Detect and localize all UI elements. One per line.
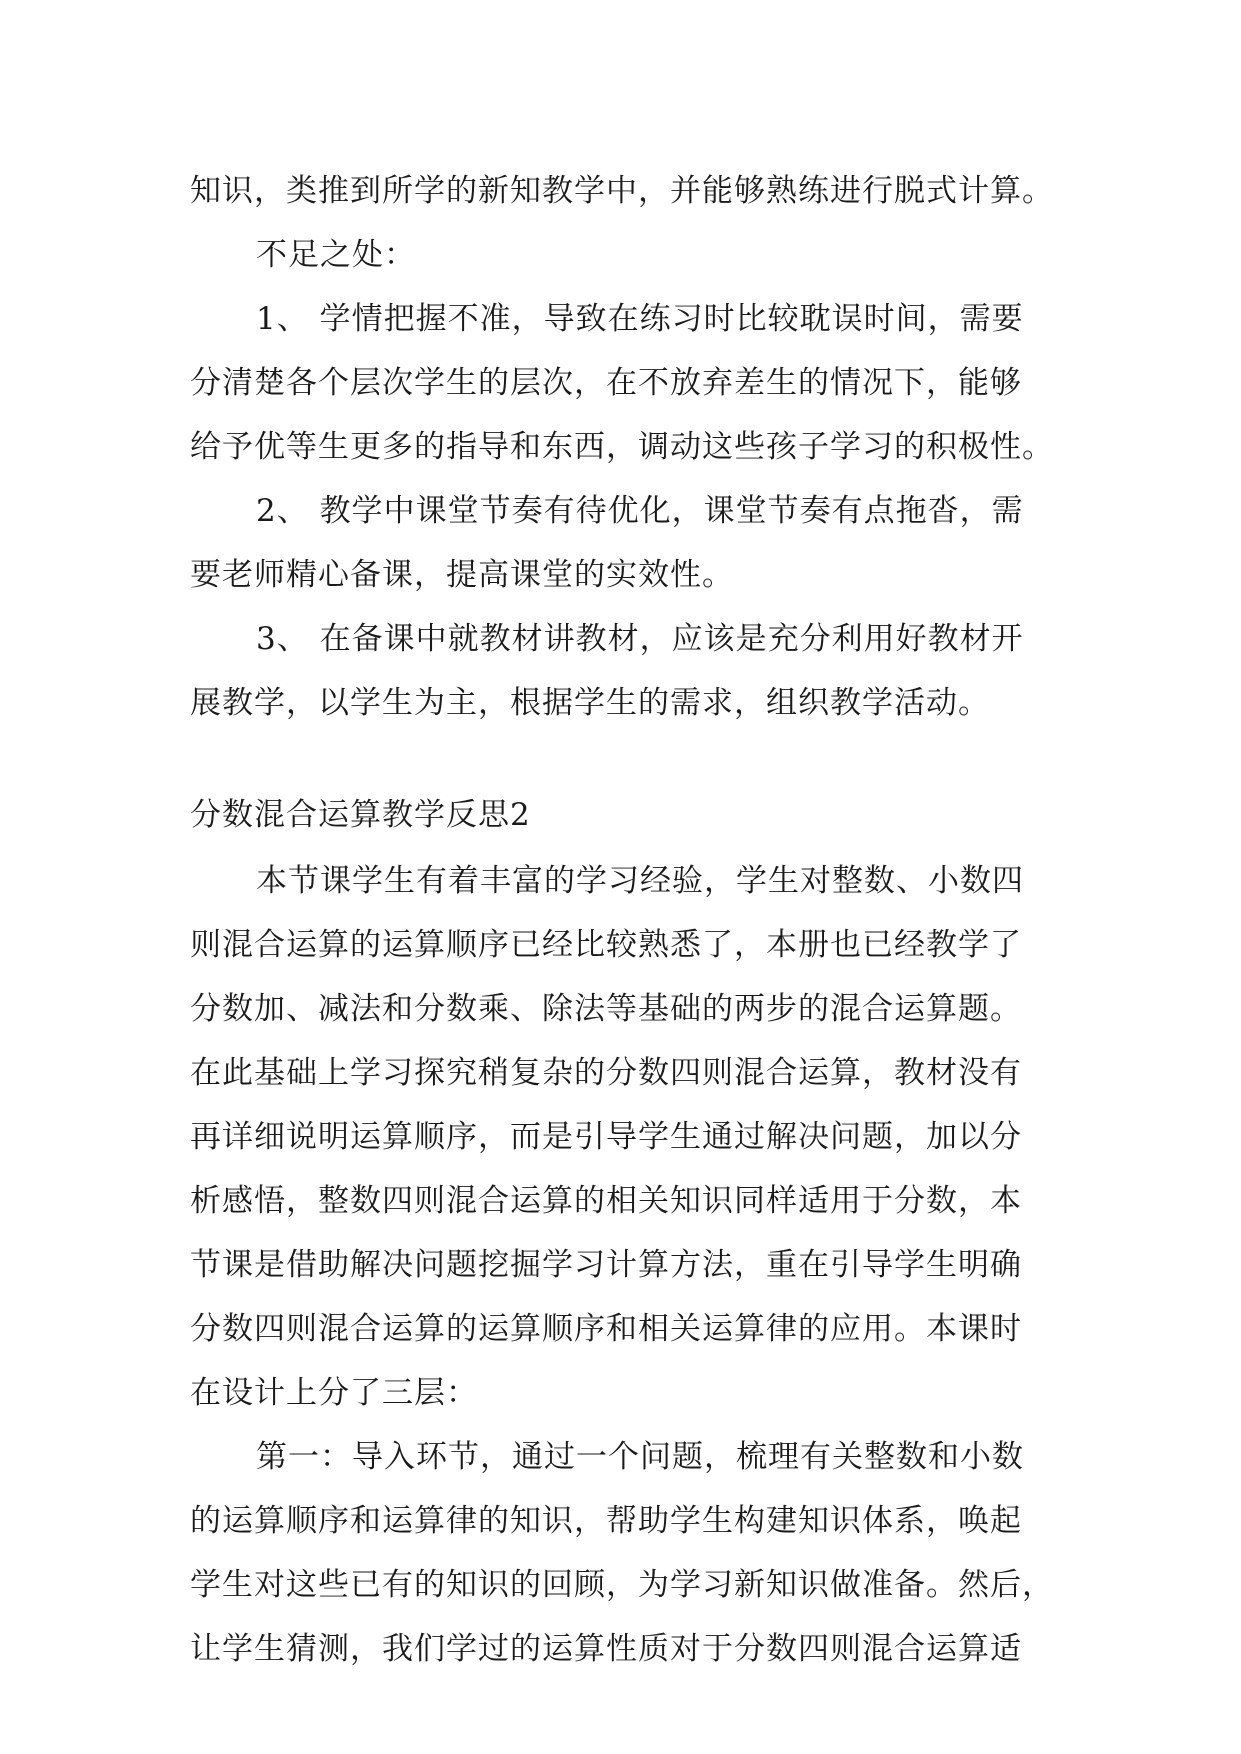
paragraph-line: 让学生猜测，我们学过的运算性质对于分数四则混合运算适 — [190, 1631, 1022, 1667]
paragraph-line: 展教学，以学生为主，根据学生的需求，组织教学活动。 — [190, 685, 990, 721]
paragraph-line: 本节课学生有着丰富的学习经验，学生对整数、小数四 — [256, 863, 1024, 899]
section-heading-deficiencies: 不足之处： — [256, 237, 416, 273]
paragraph-line: 给予优等生更多的指导和东西，调动这些孩子学习的积极性。 — [190, 429, 1054, 465]
list-item-3: 3、 在备课中就教材讲教材，应该是充分利用好教材开 — [256, 621, 1024, 657]
paragraph-line: 要老师精心备课，提高课堂的实效性。 — [190, 557, 734, 593]
paragraph-line: 分清楚各个层次学生的层次，在不放弃差生的情况下，能够 — [190, 365, 1022, 401]
paragraph-line: 节课是借助解决问题挖掘学习计算方法，重在引导学生明确 — [190, 1247, 1022, 1283]
paragraph-line: 析感悟，整数四则混合运算的相关知识同样适用于分数，本 — [190, 1183, 1022, 1219]
section-title: 分数混合运算教学反思2 — [190, 797, 531, 833]
paragraph-line: 在设计上分了三层： — [190, 1375, 478, 1411]
paragraph-line: 第一：导入环节，通过一个问题，梳理有关整数和小数 — [256, 1439, 1024, 1475]
paragraph-line: 知识，类推到所学的新知教学中，并能够熟练进行脱式计算。 — [190, 173, 1054, 209]
paragraph-line: 再详细说明运算顺序，而是引导学生通过解决问题，加以分 — [190, 1119, 1022, 1155]
paragraph-line: 学生对这些已有的知识的回顾，为学习新知识做准备。然后， — [190, 1567, 1054, 1603]
list-item-1: 1、 学情把握不准，导致在练习时比较耽误时间，需要 — [256, 301, 1024, 337]
list-item-2: 2、 教学中课堂节奏有待优化，课堂节奏有点拖沓，需 — [256, 493, 1024, 529]
paragraph-line: 的运算顺序和运算律的知识，帮助学生构建知识体系，唤起 — [190, 1503, 1022, 1539]
paragraph-line: 则混合运算的运算顺序已经比较熟悉了，本册也已经教学了 — [190, 927, 1022, 963]
paragraph-line: 分数四则混合运算的运算顺序和相关运算律的应用。本课时 — [190, 1311, 1022, 1347]
paragraph-line: 分数加、减法和分数乘、除法等基础的两步的混合运算题。 — [190, 991, 1022, 1027]
paragraph-line: 在此基础上学习探究稍复杂的分数四则混合运算，教材没有 — [190, 1055, 1022, 1091]
